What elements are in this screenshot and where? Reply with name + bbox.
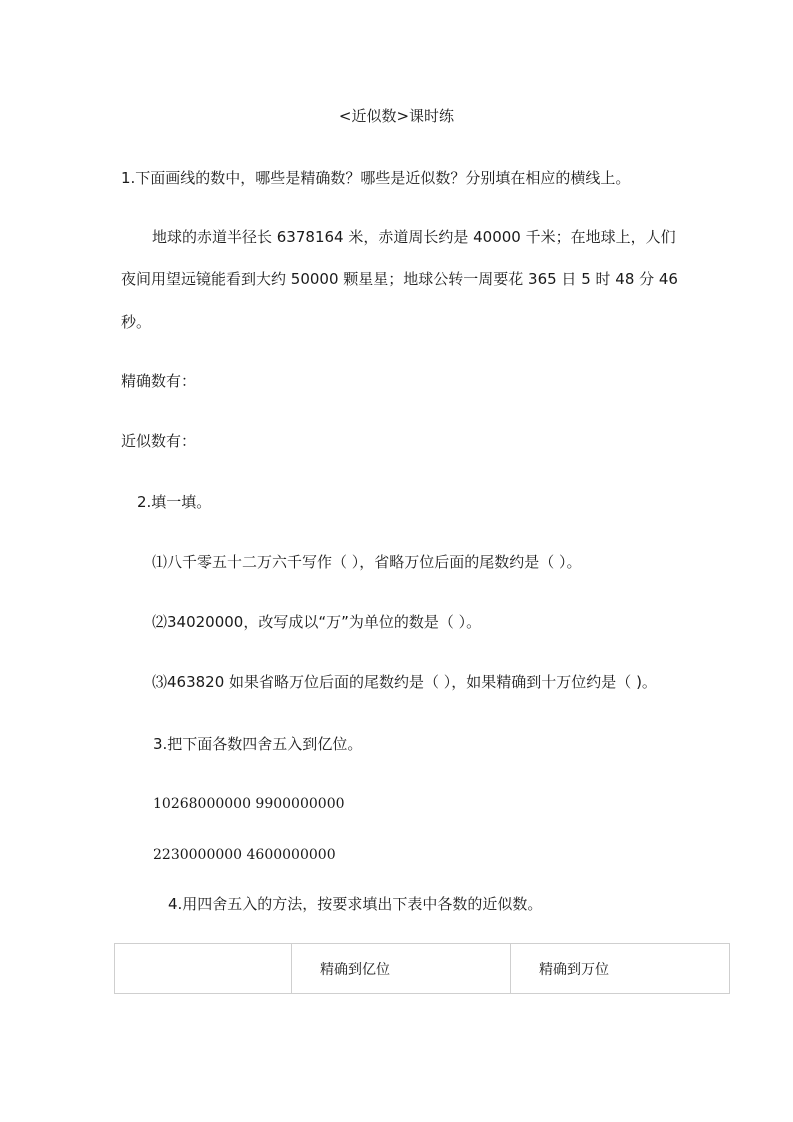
question-1-prompt: 1.下面画线的数中，哪些是精确数？哪些是近似数？分别填在相应的横线上。 xyxy=(121,169,631,187)
table-header-row xyxy=(115,944,730,994)
page-title: <近似数>课时练 xyxy=(338,107,455,125)
question-2-prompt: 2.填一填。 xyxy=(137,493,212,511)
question-3-numbers-row-1: 10268000000 9900000000 xyxy=(153,796,345,812)
question-1-passage-line-3: 秒。 xyxy=(121,313,152,331)
exact-numbers-label: 精确数有： xyxy=(121,372,197,390)
question-3-numbers-row-2: 2230000000 4600000000 xyxy=(153,847,336,863)
question-1-passage-line-1: 地球的赤道半径长 6378164 米，赤道周长约是 40000 千米；在地球上，人们 xyxy=(152,228,676,246)
approximation-table xyxy=(114,943,730,994)
question-2-item-1: ⑴八千零五十二万六千写作（ ），省略万位后面的尾数约是（ ）。 xyxy=(152,553,582,571)
table-header-cell-empty xyxy=(115,944,292,994)
question-1-passage-line-2: 夜间用望远镜能看到大约 50000 颗星星；地球公转一周要花 365 日 5 时 48 分 46 xyxy=(121,270,678,288)
approximate-numbers-label: 近似数有： xyxy=(121,432,197,450)
question-3-prompt: 3.把下面各数四舍五入到亿位。 xyxy=(153,735,363,753)
table-header-cell-ten-thousand: 精确到万位 xyxy=(511,944,730,994)
table-header-cell-hundred-million: 精确到亿位 xyxy=(292,944,511,994)
question-2-item-2: ⑵34020000，改写成以“万”为单位的数是（ ）。 xyxy=(152,613,482,631)
question-4-prompt: 4.用四舍五入的方法，按要求填出下表中各数的近似数。 xyxy=(168,895,543,913)
question-2-item-3: ⑶463820 如果省略万位后面的尾数约是（ ），如果精确到十万位约是（ )。 xyxy=(152,673,657,691)
